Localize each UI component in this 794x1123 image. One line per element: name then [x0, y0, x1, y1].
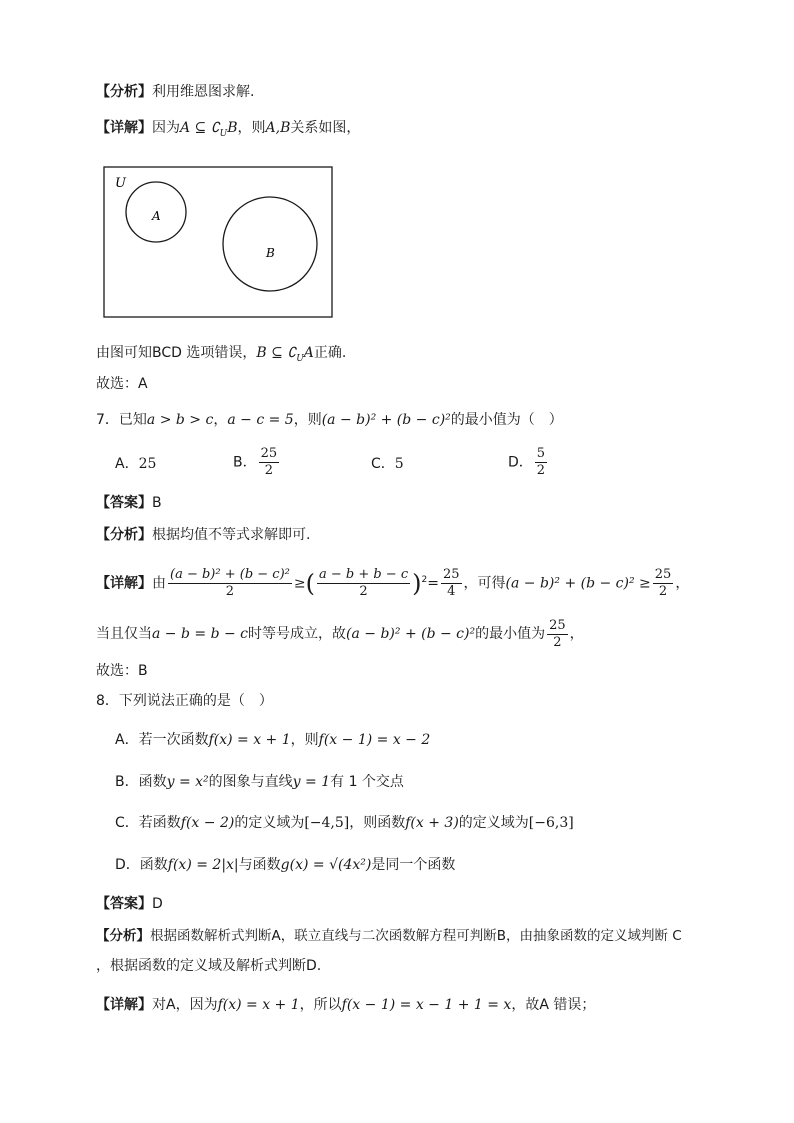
q7-choose: 故选：B — [96, 663, 148, 679]
frac-3: $\frac{25}{4}$ — [442, 567, 460, 600]
q8-analysis-cont: ，根据函数的定义域及解析式判断D. — [96, 958, 322, 974]
set-b-label: B — [266, 246, 275, 260]
q8-detail: 【详解】对A，因为f(x) = x + 1，所以f(x − 1) = x − 1 + 1 = x，故A 错误； — [96, 997, 596, 1013]
q7-option-d: D． $\frac{5}{2}$ — [508, 446, 546, 478]
q8-analysis: 【分析】根据函数解析式判断A，联立直线与二次函数解方程可判断B，由抽象函数的定义域判断 C — [96, 928, 682, 944]
q7-option-a: A．25 — [115, 456, 157, 472]
q8-option-b: B．函数y = x²的图象与直线y = 1有 1 个交点 — [115, 774, 404, 790]
set-b-circle — [223, 197, 317, 291]
q8-option-c: C．若函数f(x − 2)的定义域为[−4,5]，则函数f(x + 3)的定义域为[−6,3] — [115, 815, 574, 831]
question-7: 7．已知a > b > c，a − c = 5，则(a − b)² + (b − c)²的最小值为（ ） — [96, 412, 563, 428]
q7-option-b: B． $\frac{25}{2}$ — [233, 446, 278, 478]
frac-1: $\frac{\text{(a − b)² + (b − c)²}}{2}$ — [170, 567, 290, 600]
detail-tag: 【详解】 — [96, 120, 152, 136]
q7-detail: 【详解】由 $\frac{\text{(a − b)² + (b − c)²}}{2}$ ≥( $\frac{a - b + b - c}{2}$ )$^2$= $\frac{25}{4}$ ，可得(a − b)² + (b − c)² ≥ $\frac{25}{2}$ ， — [96, 567, 690, 600]
q7-options — [115, 446, 575, 486]
choose-line-6: 故选：A — [96, 376, 148, 392]
q7-detail-line2: 当且仅当a − b = b − c时等号成立，故(a − b)² + (b − c)²的最小值为 $\frac{25}{2}$ ， — [96, 617, 584, 650]
venn-diagram — [102, 164, 334, 320]
q8-option-d: D．函数f(x) = 2|x|与函数g(x) = √(4x²)是同一个函数 — [115, 857, 456, 873]
universe-rect — [104, 167, 332, 317]
question-8: 8．下列说法正确的是（ ） — [96, 693, 273, 709]
frac-2: $\frac{a - b + b - c}{2}$ — [318, 567, 409, 600]
analysis-line-6: 【分析】利用维恩图求解. — [96, 84, 255, 100]
analysis-tag: 【分析】 — [96, 84, 152, 100]
set-a-label: A — [152, 209, 161, 223]
q7-analysis: 【分析】根据均值不等式求解即可. — [96, 527, 311, 543]
universe-label: U — [115, 176, 126, 191]
frac-4: $\frac{25}{2}$ — [654, 567, 672, 600]
q7-option-c: C．5 — [371, 456, 404, 472]
conclusion-line-6: 由图可知BCD 选项错误，B ⊆ $∁_UA$正确. — [96, 345, 347, 364]
q7-answer: 【答案】B — [96, 495, 162, 511]
q8-option-a: A．若一次函数f(x) = x + 1，则f(x − 1) = x − 2 — [115, 732, 431, 748]
q8-answer: 【答案】D — [96, 896, 163, 912]
detail-line-6: 【详解】因为A ⊆ $∁_UB$，则A,B关系如图， — [96, 120, 361, 139]
